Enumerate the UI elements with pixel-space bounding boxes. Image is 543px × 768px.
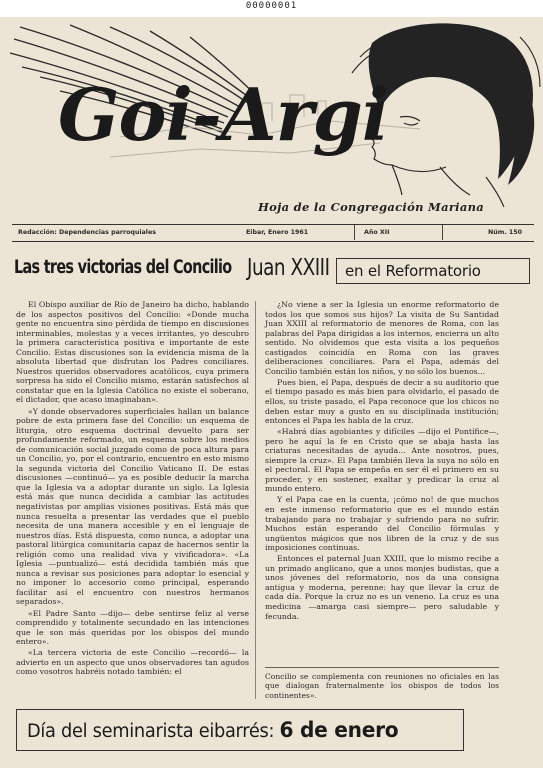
headline [14,255,530,289]
banner-date: 6 de enero [279,718,399,742]
headline-boxed: en el Reformatorio [336,258,530,284]
issue-info-bar [12,224,534,242]
article-paragraph: Entonces el paternal Juan XXIII, que lo mismo recibe a un primado anglicano, que a unos monjes budistas, que a unos jóvenes del reformatorio, nos da una consigna antigua y moderna, perenne: hay que llevar la cruz de cada día. Porque la cruz no es un veneno. La cruz es una medicina —amarga casi siempre— pero saludable y fecunda. [265,554,499,621]
issue-year: Año XII [364,229,390,236]
redaccion-label: Redacción: Dependencias parroquiales [18,229,156,236]
article-paragraph: ¿No viene a ser la Iglesia un enorme reformatorio de todos los que somos sus hijos? La visita de Su Santidad Juan XXIII al reformatorio de menores de Roma, con las palabras del Papa dirigidas a los internos, encierra un alto sentido. No olvidemos que esta visita a los pequeños castigados coincidía en Roma con las graves deliberaciones conciliares. Para el Papa, además del Concilio también están los niños, y no sólo los buenos... [265,300,499,376]
headline-name: Juan XXIII [247,255,330,281]
article-paragraph: Pues bien, el Papa, después de decir a su auditorio que el tiempo pasado es más bien para olvidarlo, el pasado de ellos, su triste pasado, el Papa reconoce que los chicos no deben estar muy a gusto en su disciplinada institución; entonces el Papa les habla de la cruz. [265,377,499,426]
note-divider [265,667,499,668]
masthead [0,17,543,222]
article-left-column [16,300,249,678]
article-paragraph: Y el Papa cae en la cuenta, ¡cómo no! de que muchos en este inmenso reformatorio que es el mundo están trabajando para no trabajar y sufriendo para no sufrir. Muchos están esperando del Concilio fórmulas y ungüentos mágicos que nos libren de la cruz y de sus imposiciones continuas. [265,495,499,553]
issue-number: Núm. 150 [488,229,523,236]
place-date: Eibar, Enero 1961 [246,229,309,236]
headline-main: Las tres victorias del Concilio [14,257,232,278]
page-id-label: 00000001 [245,1,298,11]
seminarist-day-banner [16,709,464,751]
article-paragraph: «La tercera victoria de este Concilio —recordó— la advierto en un aspecto que unos observadores tan agudos como vosotros habréis notado también: el [16,648,249,677]
banner-text: Día del seminarista eibarrés: [27,721,275,742]
infobar-divider [442,225,443,240]
column-divider [255,301,256,699]
article-paragraph: «El Padre Santo —dijo— debe sentirse feliz al verse comprendido y totalmente secundado en las intenciones que le son más queridas por los obispos del mundo entero». [16,608,249,647]
continued-note: Concilio se complementa con reuniones no oficiales en las que dialogan fraternalmente los obispos de todos los continentes». [265,672,499,700]
masthead-title: Goi-Argi [58,72,389,157]
masthead-subtitle: Hoja de la Congregación Mariana [258,200,485,214]
article-right-column [265,300,499,623]
article-paragraph: «Y donde observadores superficiales hallan un balance pobre de esta primera fase del Concilio: un esquema de liturgia, otro esquema doctrinal devuelto para ser profundamente reformado, un esquema sobre los medios de comunicación social juzgado como de poca altura para un Concilio, yo, por el contrario, encuentro en esto mismo la segunda victoria del Concilio Vaticano II. De estas discusiones —continuó— ya es posible deducir la marcha que la Iglesia va a adoptar durante un siglo. La Iglesia está más que nunca decidida a cambiar las actitudes negativistas por amplias visiones positivas. Está más que nunca resuelta a presentar las verdades que el pueblo necesita de una manera accesible y en el lenguaje de nuestros días. Está dispuesta, como nunca, a adoptar una pastoral litúrgica comunitaria capaz de hacernos sentir la religión como una realidad viva y vivificadora». «La Iglesia —puntualizó— está decidida también más que nunca a revisar sus posiciones para adoptar lo esencial y no imponer lo accesorio como principal, esperando facilitar así el encuentro con nuestros hermanos separados». [16,406,249,607]
banner-content [27,718,398,742]
infobar-divider [354,225,355,240]
woman-hair [369,23,535,185]
article-paragraph: «Habrá días agobiantes y difíciles —dijo el Pontífice—, pero he aquí la fe en Cristo que se abaja hasta las criaturas necesitadas de ayuda... Ante nosotros, pues, siempre la cruz». El Papa también lleva la suya no sólo en el pectoral. El Papa se empeña en ser él el primero en su proceder, y en sostener, exaltar y predicar la cruz al mundo entero. [265,427,499,494]
article-paragraph: El Obispo auxiliar de Río de Janeiro ha dicho, hablando de los aspectos positivos del Concilio: «Donde mucha gente no encuentra sino pérdida de tiempo en discusiones interminables, molestas y a veces irritantes, yo descubro la primera característica positiva e importante de este Concilio. Estas discusiones son la evidencia misma de la absoluta libertad que disfrutan los Padres conciliares. Nuestros queridos observadores acatólicos, cuya primera sorpresa ha sido el Concilio mismo, estarán satisfechos al constatar que en la Iglesia Católica no existe el soberano, el dictador, que acaso imaginaban». [16,300,249,405]
newspaper-page [0,17,543,768]
